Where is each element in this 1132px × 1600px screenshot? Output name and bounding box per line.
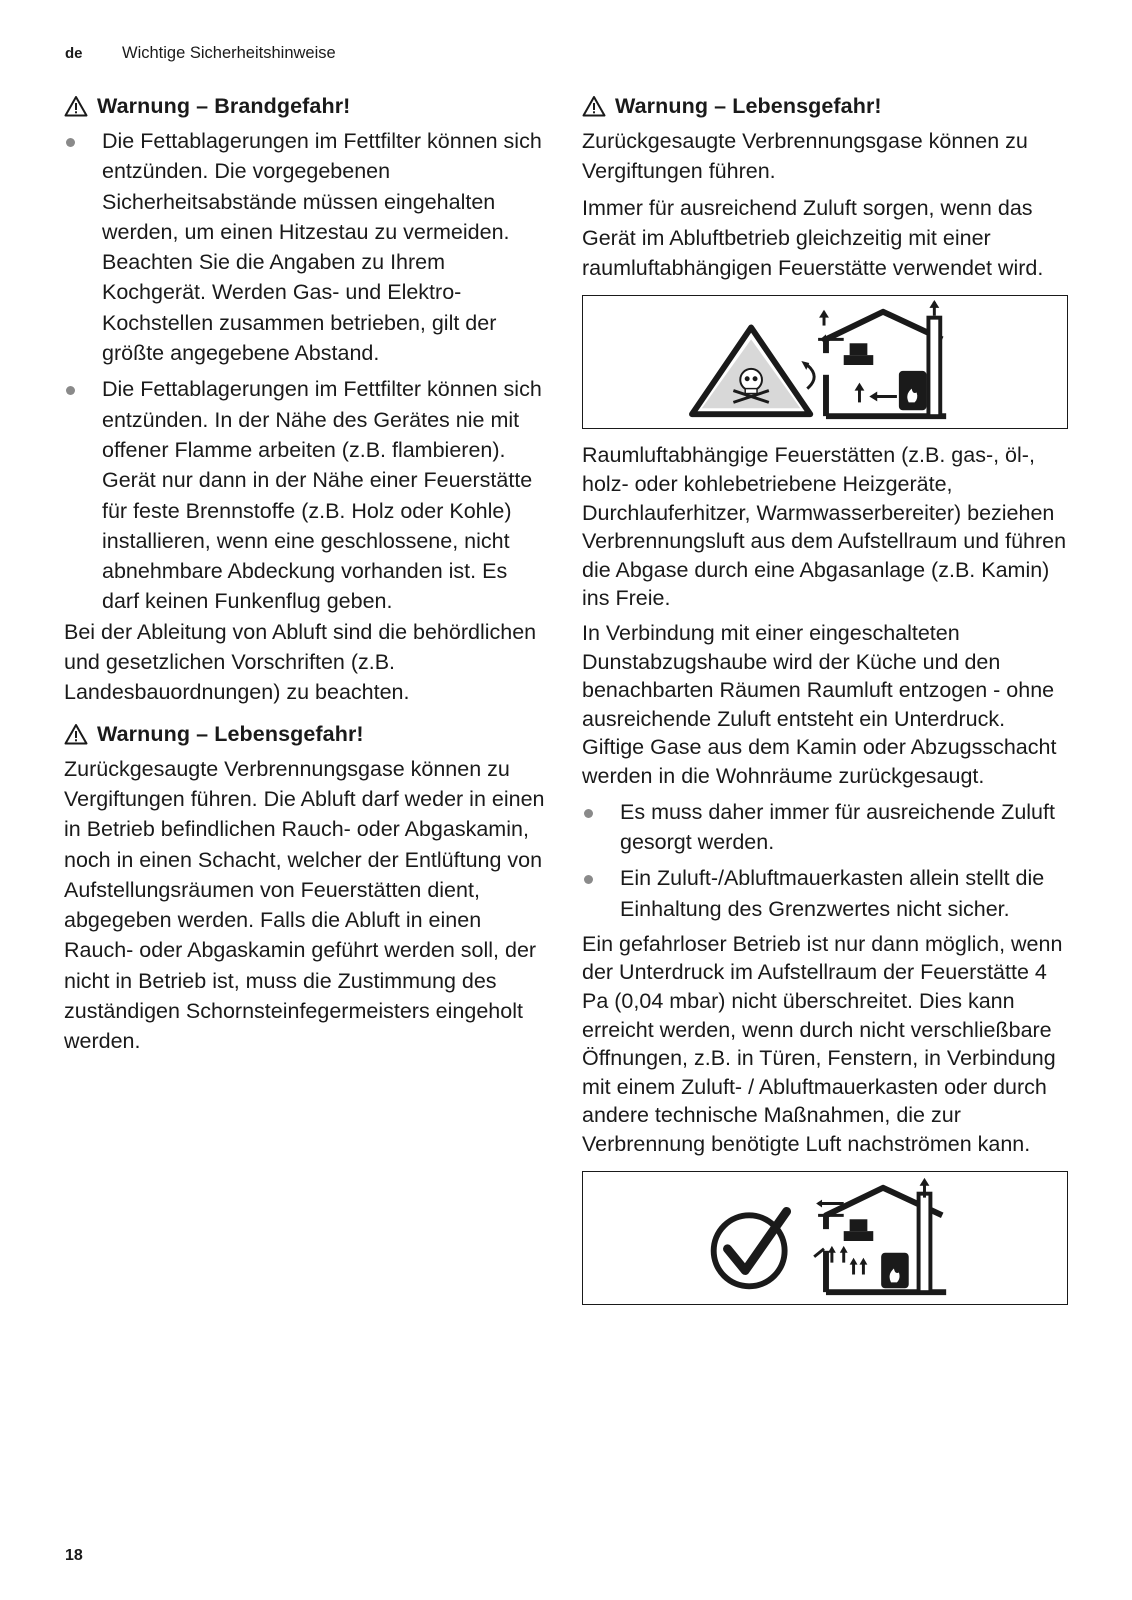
danger-warning-title: Warnung – Lebensgefahr! [97, 721, 364, 746]
list-item-text: Die Fettablagerungen im Fettfilter können sich entzünden. In der Nähe des Gerätes nie mit offener Flamme arbeiten (z.B. flambieren). Gerät nur dann in der Nähe einer Feuerstätte für feste Brennstoffe (z.B. Holz oder Kohle) installieren, wenn eine geschlossene, nicht abnehmbare Abdeckung vorhanden ist. Es darf keinen Funkenflug geben. [102, 377, 542, 614]
checkmark-circle-icon [714, 1211, 787, 1286]
list-item-text: Die Fettablagerungen im Fettfilter können sich entzünden. Die vorgegebenen Sicherheitsabstände müssen eingehalten werden, um einen Hitzestau zu vermeiden. Beachten Sie die Angaben zu Ihrem Kochgerät. Werden Gas- und Elektro-Kochstellen zusammen betrieben, gilt der größte angegebene Abstand. [102, 129, 542, 366]
page-header [65, 44, 336, 63]
fire-warning-heading [64, 92, 546, 120]
list-item [582, 863, 1072, 924]
bullet-dot [66, 386, 75, 395]
poison-house-diagram [583, 296, 1067, 428]
list-item [64, 126, 546, 368]
bullet-dot [66, 138, 75, 147]
danger-illustration [582, 295, 1068, 429]
page-number: 18 [65, 1547, 83, 1564]
air-supply-list [582, 797, 1072, 924]
house-icon [818, 300, 946, 416]
fire-warning-list [64, 126, 546, 617]
danger-warning-heading [64, 720, 546, 748]
paragraph: Zurückgesaugte Verbrennungsgase können zu Vergiftungen führen. [582, 129, 1028, 184]
safe-illustration [582, 1171, 1068, 1305]
paragraph: In Verbindung mit einer eingeschalteten Dunstabzugshaube wird der Küche und den benachbarten Räumen Raumluft entzogen - ohne ausreichende Zuluft entsteht ein Unterdruck. Giftige Gase aus dem Kamin oder Abzugsschacht werden in die Wohnräume zurückgesaugt. [582, 621, 1057, 789]
warning-triangle-icon [582, 95, 606, 117]
section-title: Wichtige Sicherheitshinweise [122, 44, 336, 62]
house-icon [814, 1177, 946, 1291]
danger-warning-text: Zurückgesaugte Verbrennungsgase können zu Vergiftungen führen. Die Abluft darf weder in einen in Betrieb befindlichen Rauch- oder Abgaskamin, noch in einen Schacht, welcher der Entlüftung von Aufstellungsräumen von Feuerstätten dient, abgegeben werden. Falls die Abluft in einen Rauch- oder Abgaskamin geführt werden soll, der nicht in Betrieb ist, muss die Zustimmung des zuständigen Schornsteinfegermeisters eingeholt werden. [64, 756, 545, 1054]
right-column [582, 92, 1072, 1305]
bullet-dot [584, 809, 593, 818]
list-item-text: Ein Zuluft-/Abluftmauerkasten allein stellt die Einhaltung des Grenzwertes nicht sicher. [620, 866, 1045, 921]
bullet-dot [584, 875, 593, 884]
danger-warning-title-right: Warnung – Lebensgefahr! [615, 94, 882, 118]
exhaust-regulations-text: Bei der Ableitung von Abluft sind die behördlichen und gesetzlichen Vorschriften (z.B. Landesbauordnungen) zu beachten. [64, 619, 537, 705]
fire-warning-title: Warnung – Brandgefahr! [97, 94, 351, 118]
skull-warning-triangle-icon [692, 328, 810, 415]
language-code: de [65, 45, 83, 62]
warning-triangle-icon [64, 95, 88, 117]
list-item [64, 374, 546, 616]
left-column [64, 92, 546, 1057]
paragraph: Immer für ausreichend Zuluft sorgen, wenn das Gerät im Abluftbetrieb gleichzeitig mit einer raumluftabhängigen Feuerstätte verwendet wird. [582, 195, 1044, 281]
safe-house-diagram [583, 1172, 1067, 1304]
list-item-text: Es muss daher immer für ausreichende Zuluft gesorgt werden. [620, 799, 1055, 854]
paragraph: Raumluftabhängige Feuerstätten (z.B. gas-, öl-, holz- oder kohlebetriebene Heizgeräte, Durchlauferhitzer, Warmwasserbereiter) beziehen Verbrennungsluft aus dem Aufstellraum und führen die Abgase durch eine Abgasanlage (z.B. Kamin) ins Freie. [582, 443, 1067, 611]
paragraph: Ein gefahrloser Betrieb ist nur dann möglich, wenn der Unterdruck im Aufstellraum der Feuerstätte 4 Pa (0,04 mbar) nicht überschreitet. Dies kann erreicht werden, wenn durch nicht verschließbare Öffnungen, z.B. in Türen, Fenstern, in Verbindung mit einem Zuluft- / Abluftmauerkasten oder durch andere technische Maßnahmen, die zur Verbrennung benötigte Luft nachströmen kann. [582, 931, 1063, 1156]
danger-warning-heading-right [582, 92, 1072, 120]
warning-triangle-icon [64, 723, 88, 745]
list-item [582, 797, 1072, 858]
